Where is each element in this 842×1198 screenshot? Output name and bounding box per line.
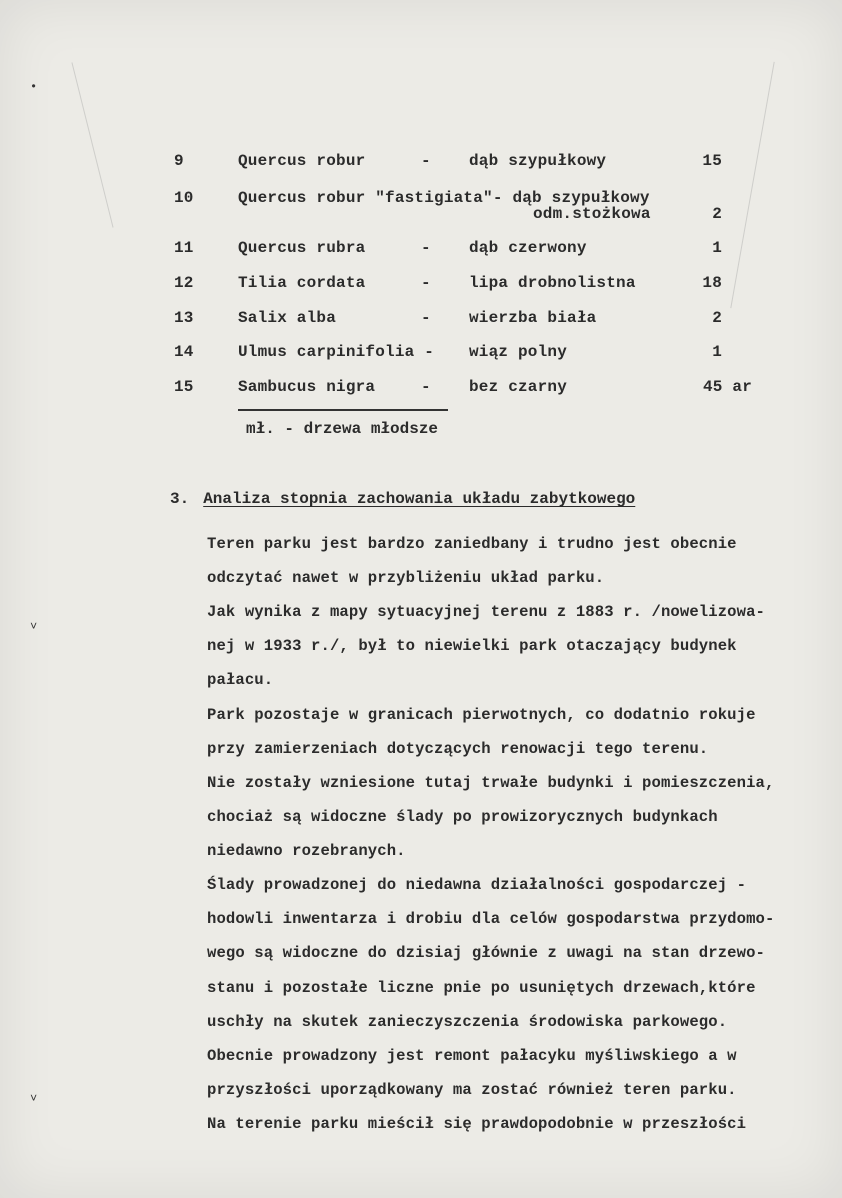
latin-name: Salix alba [238, 309, 337, 327]
section-title: Analiza stopnia zachowania układu zabytkowego [203, 490, 636, 508]
body-line: Park pozostaje w granicach pierwotnych, co dodatnio rokuje [207, 706, 756, 724]
body-line: uschły na skutek zanieczyszczenia środowiska parkowego. [207, 1013, 728, 1031]
dash: - [421, 309, 431, 327]
section-heading [170, 490, 635, 508]
dash: - [421, 274, 431, 292]
footnote: mł. - drzewa młodsze [246, 420, 439, 438]
tree-count: 45 ar [703, 378, 753, 396]
row-number: 14 [174, 343, 194, 361]
row-number: 10 [174, 189, 194, 207]
body-line: nej w 1933 r./, był to niewielki park otaczający budynek [207, 637, 737, 655]
body-line: Ślady prowadzonej do niedawna działalności gospodarczej - [207, 876, 747, 894]
body-line: wego są widoczne do dzisiaj głównie z uwagi na stan drzewo- [207, 944, 766, 962]
dash: - [421, 152, 431, 170]
margin-tick-mark: ˅ [30, 620, 38, 634]
latin-name: Ulmus carpinifolia - [238, 343, 435, 361]
tree-count: 15 [702, 152, 722, 170]
polish-name: lipa drobnolistna [469, 274, 636, 292]
row-number: 9 [174, 152, 184, 170]
polish-name: bez czarny [469, 378, 568, 396]
polish-name: wiąz polny [469, 343, 568, 361]
body-line: niedawno rozebranych. [207, 842, 406, 860]
body-line: Obecnie prowadzony jest remont pałacyku myśliwskiego a w [207, 1047, 737, 1065]
polish-name: dąb szypułkowy [469, 152, 607, 170]
body-line: pałacu. [207, 671, 274, 689]
tree-count: 2 [712, 205, 722, 223]
body-line: stanu i pozostałe liczne pnie po usuniętych drzewach,które [207, 979, 756, 997]
latin-name: Quercus robur "fastigiata"- dąb szypułkowy [238, 189, 650, 207]
body-line: przy zamierzeniach dotyczących renowacji tego terenu. [207, 740, 709, 758]
body-line: Teren parku jest bardzo zaniedbany i trudno jest obecnie [207, 535, 737, 553]
row-number: 13 [174, 309, 194, 327]
margin-dot-mark: • [30, 80, 38, 94]
body-line: odczytać nawet w przybliżeniu układ parku. [207, 569, 605, 587]
body-line: Na terenie parku mieścił się prawdopodobnie w przeszłości [207, 1115, 747, 1133]
polish-name: wierzba biała [469, 309, 597, 327]
footnote-separator [238, 409, 448, 411]
polish-name: dąb czerwony [469, 239, 587, 257]
latin-name: Tilia cordata [238, 274, 366, 292]
body-line: Nie zostały wzniesione tutaj trwałe budynki i pomieszczenia, [207, 774, 775, 792]
body-line: chociaż są widoczne ślady po prowizorycznych budynkach [207, 808, 718, 826]
fold-line-right [730, 62, 774, 308]
tree-count: 1 [712, 239, 722, 257]
body-line: hodowli inwentarza i drobiu dla celów gospodarstwa przydomo- [207, 910, 775, 928]
polish-variety: odm.stożkowa [533, 205, 651, 223]
tree-count: 1 [712, 343, 722, 361]
latin-name: Sambucus nigra [238, 378, 376, 396]
section-number: 3. [170, 490, 190, 508]
dash: - [421, 378, 431, 396]
latin-name: Quercus robur [238, 152, 366, 170]
tree-count: 18 [702, 274, 722, 292]
body-line: przyszłości uporządkowany ma zostać również teren parku. [207, 1081, 737, 1099]
margin-tick-mark-lower: ˅ [30, 1092, 38, 1106]
row-number: 12 [174, 274, 194, 292]
dash: - [421, 239, 431, 257]
fold-line-left [71, 62, 113, 227]
row-number: 15 [174, 378, 194, 396]
body-line: Jak wynika z mapy sytuacyjnej terenu z 1883 r. /nowelizowa- [207, 603, 766, 621]
tree-count: 2 [712, 309, 722, 327]
latin-name: Quercus rubra [238, 239, 366, 257]
row-number: 11 [174, 239, 194, 257]
